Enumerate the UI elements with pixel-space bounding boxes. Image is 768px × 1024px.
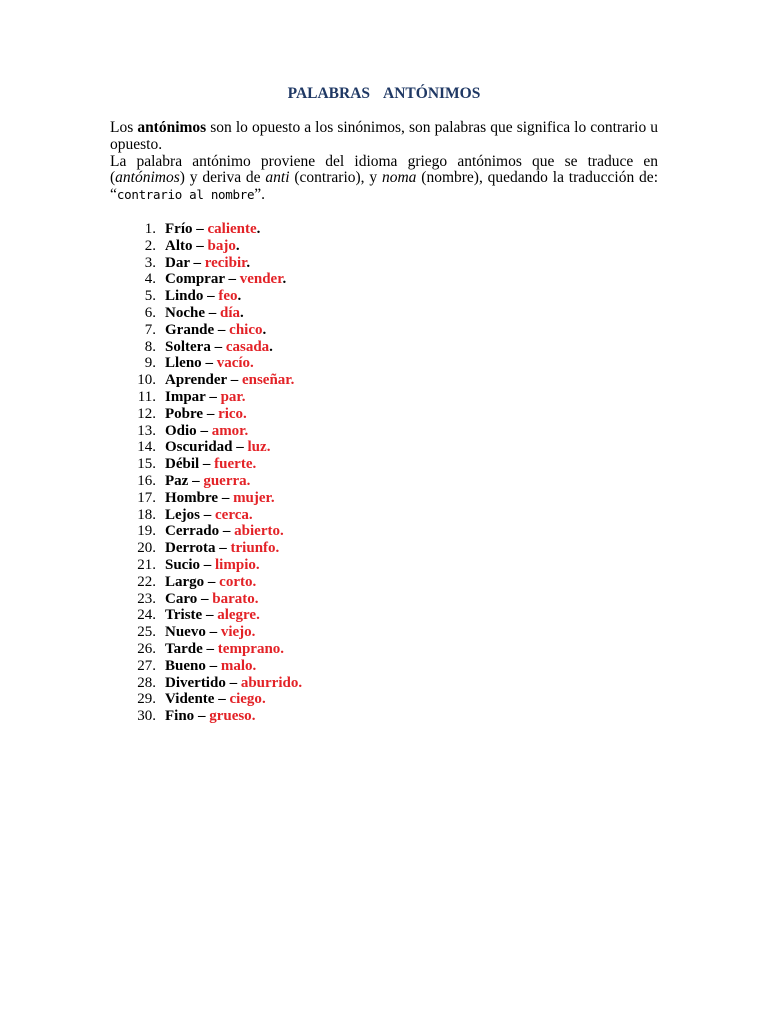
dash-separator: – [194, 708, 210, 725]
base-word: Grande [165, 321, 215, 338]
antonym-pair [165, 255, 250, 272]
list-item-gap [156, 372, 165, 389]
base-word: Paz [165, 472, 189, 489]
list-item-gap [156, 439, 165, 456]
dash-separator: – [225, 674, 241, 691]
intro-text-span: La palabra antónimo proviene del idioma griego antónimos que se traduce en ( [110, 152, 658, 187]
list-item [120, 305, 302, 322]
base-word: Débil [165, 456, 200, 473]
list-item-number: 30. [137, 708, 156, 725]
antonym-word: vacío [216, 355, 251, 372]
period: . [251, 708, 256, 725]
antonym-word: luz [247, 439, 267, 456]
list-item [120, 574, 302, 591]
antonym-pair [165, 271, 286, 288]
period: . [252, 657, 257, 674]
list-item-number: 25. [137, 624, 156, 641]
list-item-number: 6. [144, 304, 156, 321]
list-item [120, 540, 302, 557]
base-word: Odio [165, 422, 197, 439]
list-item-gap [156, 456, 165, 473]
dash-separator: – [224, 271, 240, 288]
dash-separator: – [201, 355, 217, 372]
period: . [269, 338, 273, 355]
period: . [256, 221, 261, 237]
antonym-word: ciego [229, 691, 262, 708]
base-word: Comprar [165, 271, 225, 288]
list-item-gap [156, 540, 165, 557]
base-word: Cerrado [165, 523, 220, 540]
antonym-pair [165, 389, 245, 406]
list-item [120, 624, 302, 641]
list-item [120, 389, 302, 406]
list-item-number: 2. [144, 237, 156, 254]
dash-separator: – [202, 607, 218, 624]
period: . [244, 422, 249, 439]
intro-text-span: Los [110, 119, 138, 136]
list-item-number: 13. [137, 422, 156, 439]
list-item-number: 12. [137, 405, 156, 422]
list-item [120, 255, 302, 272]
antonym-pair [165, 423, 248, 440]
antonym-pair [165, 322, 266, 339]
antonym-word: feo [218, 288, 238, 305]
antonym-word: enseñar [241, 372, 291, 389]
period: . [275, 540, 280, 557]
period: . [254, 590, 259, 607]
antonym-word: rico [218, 405, 244, 422]
antonym-pair [165, 658, 256, 675]
list-item-gap [156, 322, 165, 339]
dash-separator: – [196, 422, 212, 439]
intro-text-span: (nombre), quedando la traducción de: “ [110, 169, 658, 204]
list-item [120, 708, 302, 725]
antonym-word: malo [220, 657, 253, 674]
antonym-pair [165, 591, 258, 608]
antonym-word: abierto [234, 523, 280, 540]
antonym-word: bajo [207, 237, 236, 254]
list-item-gap [156, 255, 165, 272]
intro-quoted-translation: contrario al nombre [116, 187, 255, 203]
dash-separator: – [214, 321, 230, 338]
antonym-pair [165, 523, 284, 540]
period: . [255, 556, 260, 573]
intro-text-span: son lo opuesto a los sinónimos, son palabras que significa lo contrario u opuesto. [110, 119, 659, 153]
list-item [120, 473, 302, 490]
base-word: Caro [165, 590, 198, 607]
base-word: Tarde [165, 640, 203, 657]
antonym-pair [165, 339, 273, 356]
period: . [282, 271, 287, 288]
list-item-number: 21. [137, 556, 156, 573]
intro-italic-term: anti [265, 169, 290, 187]
dash-separator: – [197, 590, 213, 607]
dash-separator: – [192, 221, 208, 237]
list-item-number: 15. [137, 456, 156, 473]
list-item-gap [156, 473, 165, 490]
antonym-pair [165, 624, 255, 641]
period: . [279, 523, 284, 540]
list-item-number: 27. [137, 657, 156, 674]
intro-text-span: (contrario), y [289, 169, 382, 187]
list-item [120, 641, 302, 658]
list-item [120, 490, 302, 507]
list-item-number: 8. [144, 338, 156, 355]
dash-separator: – [205, 657, 221, 674]
dash-separator: – [219, 523, 235, 540]
base-word: Oscuridad [165, 439, 233, 456]
list-item-gap [156, 406, 165, 423]
list-item-gap [156, 423, 165, 440]
antonym-pair [165, 540, 279, 557]
list-item-gap [156, 507, 165, 524]
antonym-word: triunfo [230, 540, 276, 557]
dash-separator: – [210, 338, 226, 355]
antonym-word: casada [225, 338, 270, 355]
list-item-number: 4. [144, 271, 156, 288]
list-item-gap [156, 238, 165, 255]
antonym-word: viejo [220, 624, 252, 641]
base-word: Divertido [165, 674, 226, 691]
base-word: Aprender [165, 372, 227, 389]
antonym-word: mujer [233, 489, 271, 506]
antonym-pair [165, 238, 240, 255]
antonym-word: vender [239, 271, 283, 288]
list-item-number: 17. [137, 489, 156, 506]
dash-separator: – [205, 304, 220, 321]
base-word: Dar [165, 254, 190, 271]
period: . [250, 355, 254, 372]
list-item-gap [156, 355, 165, 372]
list-item [120, 691, 302, 708]
page-title: PALABRAS ANTÓNIMOS [287, 85, 481, 102]
list-item-number: 20. [137, 540, 156, 557]
period: . [240, 304, 244, 321]
period: . [246, 472, 251, 489]
period: . [298, 674, 303, 691]
list-item [120, 238, 302, 255]
base-word: Lleno [165, 355, 202, 372]
list-item [120, 591, 302, 608]
list-item-gap [156, 574, 165, 591]
list-item-gap [156, 490, 165, 507]
base-word: Noche [165, 304, 205, 321]
antonym-pair [165, 372, 294, 389]
list-item-gap [156, 389, 165, 406]
antonym-word: aburrido [240, 674, 299, 691]
dash-separator: – [218, 489, 234, 506]
antonym-word: grueso [209, 708, 252, 725]
period: . [270, 489, 275, 506]
period: . [241, 388, 246, 405]
dash-separator: – [203, 288, 219, 305]
list-item [120, 423, 302, 440]
antonym-pair [165, 473, 250, 490]
base-word: Triste [165, 607, 203, 624]
period: . [246, 254, 251, 271]
list-item [120, 406, 302, 423]
list-item [120, 507, 302, 524]
period: . [266, 439, 271, 456]
list-item [120, 557, 302, 574]
intro-paragraph-definition [110, 120, 658, 154]
antonym-word: caliente [207, 221, 257, 237]
antonym-word: temprano [217, 640, 281, 657]
list-item-number: 16. [137, 472, 156, 489]
antonym-pair [165, 490, 275, 507]
period: . [262, 321, 267, 338]
list-item [120, 523, 302, 540]
intro-text-span: ) y deriva de [179, 169, 266, 187]
antonym-pair [165, 439, 270, 456]
antonym-word: alegre [217, 607, 257, 624]
dash-separator: – [202, 640, 218, 657]
antonym-pair [165, 607, 260, 624]
list-item-number: 24. [137, 607, 156, 624]
list-item [120, 322, 302, 339]
antonym-word: par [220, 388, 242, 405]
dash-separator: – [188, 472, 204, 489]
intro-bold-term: antónimos [137, 119, 207, 136]
list-item [120, 456, 302, 473]
base-word: Derrota [165, 540, 216, 557]
list-item [120, 221, 302, 238]
intro-italic-term: noma [381, 169, 417, 187]
dash-separator: – [205, 388, 221, 405]
antonym-pair [165, 305, 244, 322]
base-word: Fino [165, 708, 195, 725]
list-item-number: 5. [144, 288, 156, 305]
antonym-pair [165, 406, 247, 423]
period: . [252, 456, 257, 473]
base-word: Bueno [165, 657, 206, 674]
list-item [120, 271, 302, 288]
list-item-number: 1. [144, 221, 156, 237]
period: . [248, 506, 253, 523]
list-item [120, 288, 302, 305]
antonym-pair [165, 641, 284, 658]
dash-separator: – [215, 540, 231, 557]
dash-separator: – [205, 624, 221, 641]
dash-separator: – [189, 254, 205, 271]
list-item [120, 339, 302, 356]
list-item-gap [156, 591, 165, 608]
list-item-number: 18. [137, 506, 156, 523]
period: . [280, 640, 285, 657]
base-word: Nuevo [165, 624, 206, 641]
dash-separator: – [200, 506, 215, 523]
period: . [251, 624, 256, 641]
list-item [120, 658, 302, 675]
antonym-pair [165, 507, 253, 524]
antonym-word: limpio [215, 556, 256, 573]
base-word: Lindo [165, 288, 204, 305]
base-word: Soltera [165, 338, 211, 355]
antonym-pair [165, 456, 256, 473]
antonym-word: corto [219, 573, 253, 590]
dash-separator: – [203, 405, 219, 422]
base-word: Vidente [165, 691, 215, 708]
list-item-number: 28. [137, 674, 156, 691]
base-word: Hombre [165, 489, 219, 506]
antonym-word: recibir [204, 254, 247, 271]
period: . [237, 288, 242, 305]
list-item-gap [156, 221, 165, 238]
antonym-list [120, 221, 302, 725]
list-item-number: 26. [137, 640, 156, 657]
antonym-pair [165, 574, 256, 591]
antonym-pair [165, 675, 302, 692]
base-word: Largo [165, 573, 205, 590]
dash-separator: – [192, 237, 208, 254]
period: . [261, 691, 266, 708]
list-item-gap [156, 691, 165, 708]
list-item-number: 3. [144, 254, 156, 271]
list-item-number: 10. [137, 372, 156, 389]
list-item [120, 607, 302, 624]
list-item-number: 23. [137, 590, 156, 607]
list-item-gap [156, 339, 165, 356]
intro-text-span: ”. [254, 186, 265, 204]
antonym-pair [165, 557, 260, 574]
antonym-word: barato [212, 590, 255, 607]
list-item-number: 14. [137, 439, 156, 456]
antonym-pair [165, 221, 260, 238]
base-word: Lejos [165, 506, 200, 523]
dash-separator: – [214, 691, 230, 708]
base-word: Frío [165, 221, 193, 237]
list-item-gap [156, 708, 165, 725]
antonym-pair [165, 691, 266, 708]
list-item-gap [156, 523, 165, 540]
list-item-number: 22. [137, 573, 156, 590]
list-item-number: 7. [144, 321, 156, 338]
antonym-word: guerra [203, 472, 247, 489]
list-item [120, 355, 302, 372]
period: . [235, 237, 240, 254]
base-word: Sucio [165, 556, 201, 573]
antonym-word: amor [211, 422, 245, 439]
list-item-number: 29. [137, 691, 156, 708]
list-item [120, 675, 302, 692]
list-item-number: 19. [137, 523, 156, 540]
base-word: Pobre [165, 405, 204, 422]
antonym-word: cerca [215, 506, 249, 523]
dash-separator: – [199, 456, 215, 473]
list-item-number: 9. [144, 355, 156, 372]
list-item-gap [156, 641, 165, 658]
antonym-pair [165, 288, 241, 305]
antonym-word: fuerte [214, 456, 253, 473]
list-item-gap [156, 624, 165, 641]
list-item [120, 439, 302, 456]
list-item-gap [156, 557, 165, 574]
intro-paragraph-etymology [110, 154, 658, 204]
list-item-gap [156, 305, 165, 322]
period: . [243, 405, 247, 422]
intro-italic-term: antónimos [115, 169, 180, 187]
antonym-word: día [220, 304, 241, 321]
antonym-pair [165, 355, 254, 372]
base-word: Impar [165, 388, 206, 405]
base-word: Alto [165, 237, 193, 254]
list-item-gap [156, 288, 165, 305]
dash-separator: – [226, 372, 242, 389]
dash-separator: – [232, 439, 248, 456]
antonym-pair [165, 708, 255, 725]
dash-separator: – [200, 556, 216, 573]
period: . [290, 372, 295, 389]
antonym-word: chico [229, 321, 263, 338]
dash-separator: – [204, 573, 220, 590]
intro-text [110, 120, 658, 204]
list-item-number: 11. [137, 388, 156, 405]
list-item [120, 372, 302, 389]
period: . [252, 573, 257, 590]
period: . [256, 607, 260, 624]
list-item-gap [156, 675, 165, 692]
list-item-gap [156, 271, 165, 288]
list-item-gap [156, 658, 165, 675]
list-item-gap [156, 607, 165, 624]
